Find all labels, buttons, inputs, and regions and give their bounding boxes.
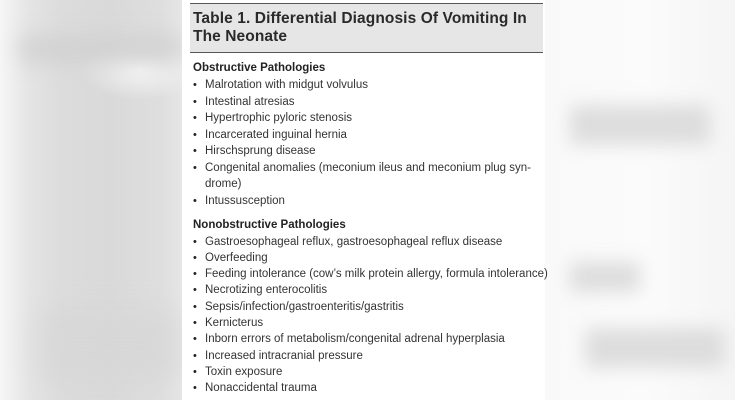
blur-shape [585, 328, 725, 368]
table-header [190, 3, 543, 53]
section-heading-obstructive: Obstructive Pathologies [193, 62, 326, 74]
blur-shape [570, 262, 640, 292]
table-panel: Table 1. Differential Diagnosis Of Vomiting In The Neonate Obstructive Pathologies • Malrotation with midgut volvulus • Intestinal atresias • Hypertrophic pyloric stenosis • Incarcerated inguinal hernia • Hirschsprung disease • Congenital anomalies (meconium ileus and meconium plug syn- drome) • Intussusception Nonobstructive Pathologies • Gastroesophageal reflux, gastroesophageal reflux disease • Overfeeding • Feeding intolerance (cow’s milk protein allergy, formula intolerance) • Necrotizing enterocolitis • Sepsis/infection/gastroenteritis/gastritis • Kernicterus • Inborn errors of metabolism/congenital adrenal hyperplasia • Increased intracranial pressure • Toxin exposure • Nonaccidental trauma [182, 0, 545, 400]
bullet-icon: • [193, 235, 197, 248]
bullet-icon: • [193, 382, 197, 394]
bullet-icon: • [193, 267, 197, 280]
bullet-icon: • [193, 349, 197, 362]
bullet-icon: • [193, 251, 197, 264]
bullet-icon: • [193, 95, 197, 108]
blurred-background-left [0, 0, 182, 400]
bullet-icon: • [193, 79, 197, 91]
blur-shape [40, 310, 180, 380]
bullet-icon: • [193, 316, 197, 329]
blurred-background-right [545, 0, 735, 400]
bullet-icon: • [193, 366, 197, 378]
bullet-icon: • [193, 333, 197, 345]
bullet-icon: • [193, 112, 197, 124]
bullet-icon: • [193, 194, 197, 207]
bullet-icon: • [193, 300, 197, 313]
section-heading-nonobstructive: Nonobstructive Pathologies [193, 219, 346, 231]
blur-shape [570, 105, 710, 145]
table-title: Table 1. Differential Diagnosis Of Vomiting In The Neonate [193, 10, 527, 45]
bullet-icon: • [193, 161, 197, 174]
bullet-icon: • [193, 284, 197, 296]
bullet-icon: • [193, 128, 197, 141]
bullet-icon: • [193, 145, 197, 157]
blur-shape [20, 35, 180, 63]
